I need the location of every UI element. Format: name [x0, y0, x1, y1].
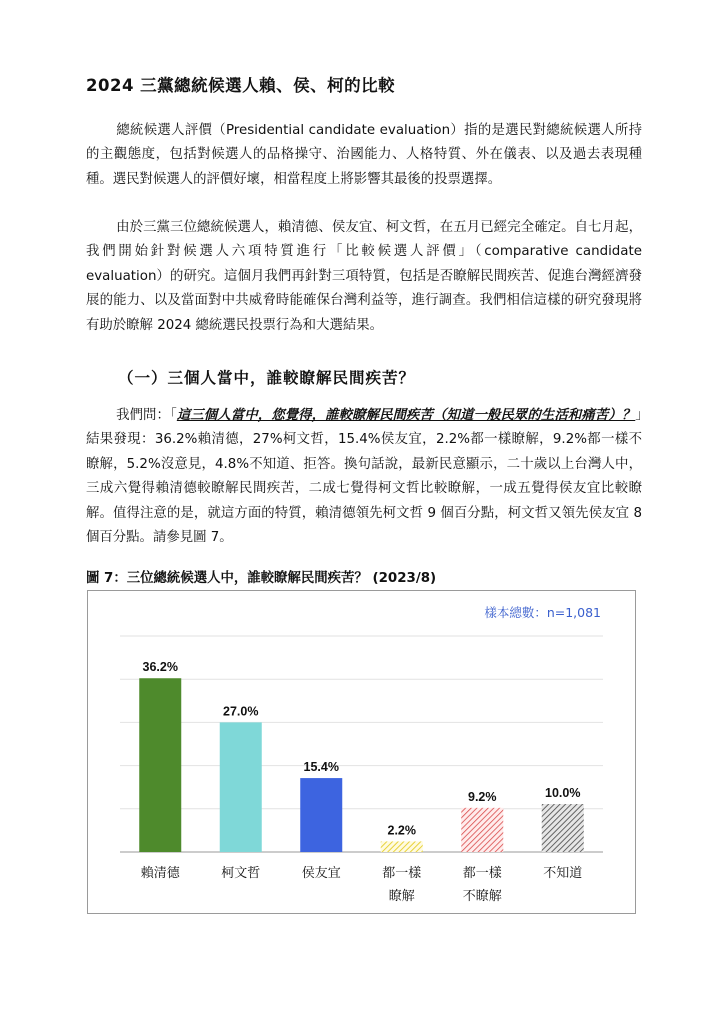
bar-3 — [381, 841, 423, 852]
gridlines — [120, 636, 603, 852]
bar-0 — [139, 678, 181, 852]
survey-question: 這三個人當中，您覺得，誰較瞭解民間疾苦（知道一般民眾的生活和痛苦）？ — [176, 408, 636, 423]
sample-size-note: 樣本總數：n=1,081 — [484, 605, 601, 620]
category-label-4-1: 不瞭解 — [462, 889, 502, 904]
section-heading: （一）三個人當中，誰較瞭解民間疾苦？ — [118, 369, 416, 387]
value-label-4: 9.2% — [468, 789, 497, 804]
page-title: 2024 三黨總統候選人賴、侯、柯的比較 — [86, 76, 396, 95]
bar-5 — [542, 804, 584, 852]
category-labels — [141, 865, 583, 904]
value-label-3: 2.2% — [387, 823, 416, 838]
findings-paragraph — [86, 404, 642, 550]
bar-chart — [88, 591, 637, 915]
category-label-5-0: 不知道 — [543, 866, 583, 881]
value-label-2: 15.4% — [303, 760, 339, 775]
value-label-5: 10.0% — [545, 786, 581, 800]
intro-paragraph — [86, 119, 642, 192]
bar-4 — [461, 808, 503, 852]
method-text: 由於三黨三位總統候選人，賴清德、侯友宜、柯文哲，在五月已經完全確定。自七月起，我們開始針對候選人六項特質進行「比較候選人評價」（comparative candidate evaluation）的研究。這個月我們再針對三項特質，包括是否瞭解民間疾苦、促進台灣經濟發展的能力、以及當面對中共威脅時能確保台灣利益等，進行調查。我們相信這樣的研究發現將有助於瞭解 2024 總統選民投票行為和大選結果。 — [86, 220, 642, 333]
figure-caption: 圖 7：三位總統候選人中，誰較瞭解民間疾苦？ (2023/8) — [86, 571, 437, 586]
findings-prefix: 我們問：「 — [116, 408, 177, 423]
category-label-3-1: 瞭解 — [388, 889, 415, 904]
method-paragraph — [86, 216, 642, 338]
category-label-1-0: 柯文哲 — [221, 866, 261, 881]
category-label-0-0: 賴清德 — [140, 866, 180, 881]
value-label-1: 27.0% — [223, 704, 259, 719]
value-label-0: 36.2% — [142, 660, 178, 675]
category-label-2-0: 侯友宜 — [301, 866, 341, 881]
bar-1 — [220, 722, 262, 852]
bar-2 — [300, 778, 342, 852]
chart-frame — [87, 590, 636, 914]
findings-text: 」結果發現：36.2%賴清德，27%柯文哲，15.4%侯友宜，2.2%都一樣瞭解，9.2%都一樣不瞭解，5.2%沒意見，4.8%不知道、拒答。換句話說，最新民意顯示，二十歲以上台灣人中，三成六覺得賴清德較瞭解民間疾苦，二成七覺得柯文哲比較瞭解，一成五覺得侯友宜比較瞭解。值得注意的是，就這方面的特質，賴清德領先柯文哲 9 個百分點，柯文哲又領先侯友宜 8 個百分點。請參見圖 7。 — [86, 408, 642, 546]
value-labels — [143, 660, 581, 837]
category-label-4-0: 都一樣 — [462, 866, 502, 881]
intro-text: 總統候選人評價（Presidential candidate evaluation）指的是選民對總統候選人所持的主觀態度，包括對候選人的品格操守、治國能力、人格特質、外在儀表、以及過去表現種種。選民對候選人的評價好壞，相當程度上將影響其最後的投票選擇。 — [86, 123, 642, 187]
category-label-3-0: 都一樣 — [382, 866, 422, 881]
